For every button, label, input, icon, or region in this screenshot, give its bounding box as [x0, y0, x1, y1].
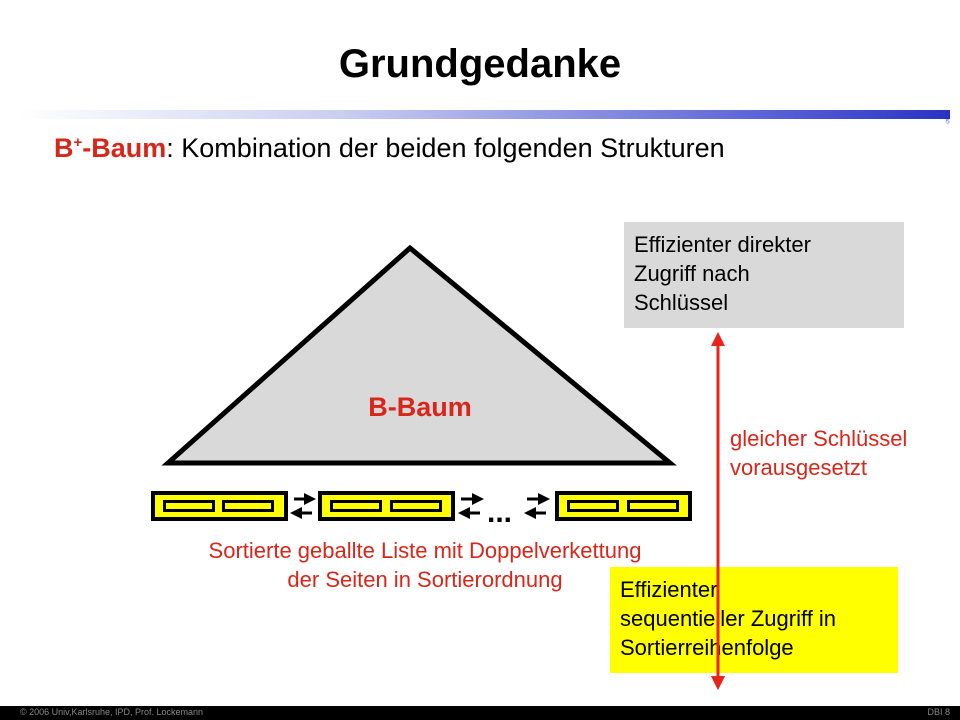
direct-access-box	[624, 222, 904, 328]
link-arrows-1-2	[290, 493, 316, 519]
footer-copyright: © 2006 Univ,Karlsruhe, IPD, Prof. Lockemann	[20, 707, 204, 717]
list-caption-line: der Seiten in Sortierordnung	[287, 567, 563, 592]
sequential-access-line: Sortierreihenfolge	[620, 635, 794, 660]
heading-term-plus: +	[73, 134, 83, 151]
list-caption-line: Sortierte geballte Liste mit Doppelverkettung	[208, 538, 642, 563]
link-arrows-prev-3	[524, 493, 550, 519]
b-tree-label: B-Baum	[368, 392, 472, 422]
direct-access-line: Schlüssel	[634, 290, 729, 315]
direct-access-line: Zugriff nach	[634, 261, 750, 286]
page-mark: ⁵	[945, 117, 950, 129]
key-note-line: vorausgesetzt	[730, 455, 867, 480]
key-note-line: gleicher Schlüssel	[730, 426, 908, 451]
key-note	[730, 424, 907, 482]
b-tree-triangle	[168, 248, 670, 463]
heading-term-baum: -Baum	[82, 133, 167, 163]
direct-access-line: Effizienter direkter	[634, 232, 811, 257]
list-caption	[160, 536, 690, 594]
heading-rest: : Kombination der beiden folgenden Strukturen	[166, 133, 725, 163]
leaf-page-1	[151, 491, 288, 521]
link-arrows-2-next	[458, 493, 484, 519]
sequential-access-line: Effizienter	[620, 577, 718, 602]
heading-term-b: B	[54, 133, 74, 163]
sequential-access-line: sequentieller Zugriff in	[620, 606, 837, 631]
leaf-page-3	[555, 491, 692, 521]
list-ellipsis: ...	[487, 496, 513, 529]
leaf-page-2	[318, 491, 455, 521]
slide-title: Grundgedanke	[338, 42, 622, 86]
footer-bar	[0, 706, 960, 720]
footer-slide-id: DBI 8	[927, 707, 950, 717]
